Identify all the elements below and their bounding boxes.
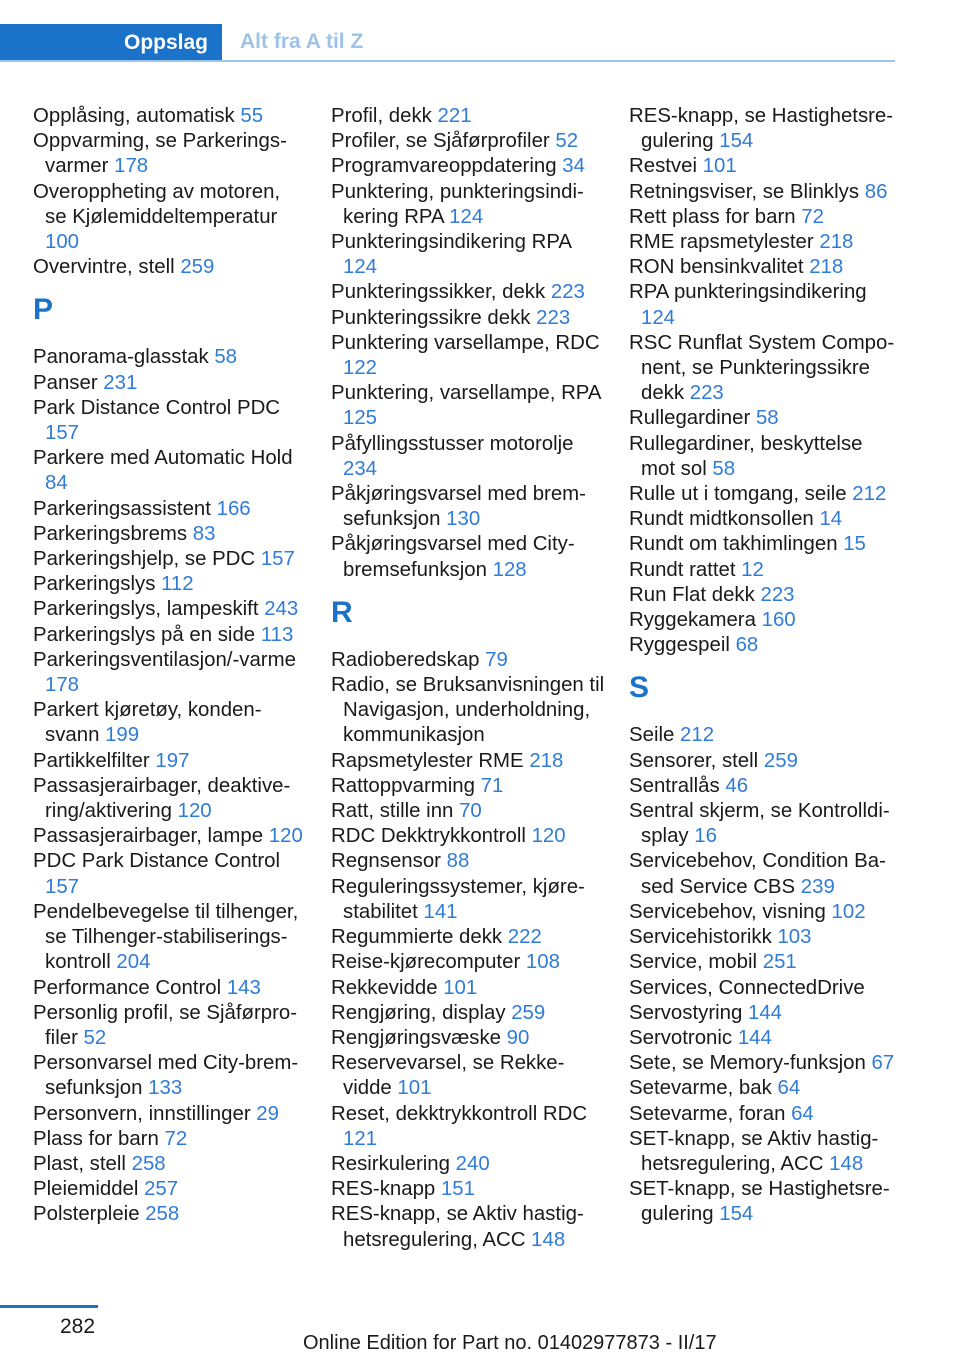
edition-note: Online Edition for Part no. 01402977873 - II/17 [303, 1332, 717, 1354]
index-entry [331, 824, 606, 849]
index-entry [33, 1001, 303, 1051]
index-entry-text: Service, mobil [629, 951, 758, 974]
index-entry-text: RON bensinkvalitet [629, 256, 804, 279]
index-entry-text: Rengjøringsvæske [331, 1026, 501, 1049]
index-entry-text: Setevarme, bak [629, 1077, 772, 1100]
index-entry [629, 723, 899, 748]
page-link[interactable]: 133 [148, 1077, 183, 1100]
index-entry-text: Ratt, stille inn [331, 800, 454, 823]
index-entry [629, 532, 899, 557]
index-entry [629, 205, 899, 230]
index-entry-text: PDC Park Distance Control [33, 850, 281, 873]
index-entry-text: Rett plass for barn [629, 205, 796, 228]
index-entry-text: Rundt rattet [629, 558, 736, 581]
page-link[interactable]: 124 [641, 306, 676, 329]
index-entry-text: Parkeringslys, lampeskift [33, 598, 259, 621]
page-link[interactable]: 68 [735, 634, 759, 657]
page-link[interactable]: 113 [260, 623, 294, 646]
index-entry [33, 849, 303, 899]
index-entry [629, 558, 899, 583]
page-link[interactable]: 212 [680, 724, 715, 747]
page-link[interactable]: 223 [536, 306, 571, 329]
tab-alt-fra-a-til-z[interactable]: Alt fra A til Z [240, 30, 364, 53]
index-entry [629, 925, 899, 950]
index-column-1 [33, 104, 303, 1228]
index-entry [331, 1152, 606, 1177]
page-link[interactable]: 72 [164, 1127, 188, 1150]
index-entry [629, 1076, 899, 1101]
index-entry [331, 799, 606, 824]
index-entry-text: Personvern, innstillinger [33, 1102, 251, 1125]
index-entry [33, 497, 303, 522]
footer-rule [0, 1305, 98, 1308]
index-entry [33, 1152, 303, 1177]
index-entry-text: Overoppheting av motoren, se Kjølemiddeltemperatur [33, 180, 281, 228]
page-link[interactable]: 259 [180, 256, 215, 279]
index-entry-text: Rundt midtkonsollen [629, 508, 814, 531]
page-link[interactable]: 67 [871, 1052, 895, 1075]
page-link[interactable]: 178 [45, 674, 80, 697]
index-entry [33, 749, 303, 774]
index-entry-text: Punktering, punkteringsindikering RPA [331, 180, 584, 228]
index-entry [33, 1051, 303, 1101]
index-entry-text: Rundt om takhimlingen [629, 533, 838, 556]
page-link[interactable]: 83 [192, 522, 216, 545]
page-link[interactable]: 157 [260, 548, 295, 571]
index-entry-text: Parkert kjøretøy, kondensvann [33, 699, 262, 747]
index-entry [331, 1177, 606, 1202]
index-entry [331, 104, 606, 129]
index-entry [33, 698, 303, 748]
index-entry-text: Resirkulering [331, 1152, 450, 1175]
page-link[interactable]: 218 [819, 231, 854, 254]
index-entry-text: Rullegardiner [629, 407, 751, 430]
index-entry-text: Sete, se Memory-funksjon [629, 1052, 866, 1075]
page-link[interactable]: 154 [719, 130, 754, 153]
page-link[interactable]: 52 [83, 1026, 107, 1049]
index-entry-text: Rullegardiner, beskyttelse mot sol [629, 432, 863, 480]
index-entry [33, 255, 303, 280]
index-entry-text: Servicebehov, visning [629, 900, 826, 923]
index-entry [331, 849, 606, 874]
index-entry [331, 1026, 606, 1051]
index-entry [629, 633, 899, 658]
index-entry [629, 482, 899, 507]
index-entry [33, 623, 303, 648]
index-entry-text: Parkeringslys [33, 573, 156, 596]
index-entry [629, 900, 899, 925]
page-link[interactable]: 101 [397, 1077, 432, 1100]
index-entry [33, 396, 303, 446]
page-link[interactable]: 86 [864, 180, 888, 203]
index-entry-text: Run Flat dekk [629, 583, 755, 606]
page-link[interactable]: 148 [531, 1228, 566, 1251]
page-link[interactable]: 46 [725, 774, 749, 797]
index-entry [629, 799, 899, 849]
index-entry [33, 129, 303, 179]
index-entry [629, 583, 899, 608]
index-entry [629, 608, 899, 633]
index-entry-text: Rengjøring, display [331, 1001, 506, 1024]
page-link[interactable]: 243 [264, 598, 299, 621]
index-entry-text: Opplåsing, automatisk [33, 105, 235, 127]
index-entry-text: Personlig profil, se Sjåførprofiler [33, 1001, 298, 1049]
index-entry [331, 1102, 606, 1152]
index-entry [629, 774, 899, 799]
page-link[interactable]: 144 [748, 1001, 783, 1024]
index-entry [629, 749, 899, 774]
index-entry [33, 900, 303, 976]
index-entry [629, 507, 899, 532]
index-entry [331, 154, 606, 179]
page-link[interactable]: 148 [829, 1152, 864, 1175]
page-link[interactable]: 218 [809, 256, 844, 279]
page-link[interactable]: 84 [45, 472, 68, 495]
index-entry-text: Punkteringsindikering RPA [331, 231, 571, 254]
index-entry-text: Påfyllingsstusser motorolje [331, 432, 574, 455]
index-entry-text: Passasjerairbager, deaktivering/aktivering [33, 774, 291, 823]
index-entry [629, 154, 899, 179]
page-link[interactable]: 15 [843, 533, 866, 556]
index-entry [33, 648, 303, 698]
index-entry-text: Passasjerairbager, lampe [33, 825, 264, 848]
index-entry-text: Påkjøringsvarsel med bremsefunksjon [331, 483, 586, 531]
index-entry-text: RES-knapp [331, 1178, 436, 1201]
index-entry [33, 572, 303, 597]
index-entry [331, 331, 606, 381]
index-entry-text: Regnsensor [331, 850, 441, 873]
index-entry [629, 1127, 899, 1177]
page-link[interactable]: 103 [777, 926, 812, 949]
page-link[interactable]: 222 [507, 926, 542, 949]
page-link[interactable]: 64 [777, 1077, 801, 1100]
index-entry [629, 849, 899, 899]
index-entry-text: Servicehistorikk [629, 926, 772, 949]
index-entry-text: Panser [33, 371, 98, 394]
page-link[interactable]: 52 [555, 130, 579, 153]
index-column-3 [629, 104, 899, 1228]
index-entry-text: Setevarme, foran [629, 1102, 786, 1125]
index-entry-text: Plass for barn [33, 1127, 159, 1150]
page-link[interactable]: 102 [831, 900, 866, 923]
index-entry-text: Punkteringssikre dekk [331, 306, 531, 329]
page-link[interactable]: 251 [762, 951, 797, 974]
header-rule [0, 60, 895, 62]
page-link[interactable]: 259 [511, 1001, 546, 1024]
page-link[interactable]: 34 [562, 155, 585, 178]
page-link[interactable]: 55 [240, 105, 264, 127]
page-link[interactable]: 160 [761, 609, 796, 632]
index-entry [33, 1202, 303, 1227]
index-entry [629, 950, 899, 975]
index-entry [33, 976, 303, 1001]
index-column-2 [331, 104, 606, 1253]
page-link[interactable]: 231 [103, 371, 138, 394]
index-entry-text: Parkeringshjelp, se PDC [33, 548, 256, 571]
index-entry-text: Radio, se Bruksanvisningen til Navigasjon, underholdning, kommunikasjon [331, 674, 605, 747]
index-entry-text: RES-knapp, se Hastighetsregulering [629, 105, 894, 153]
page-link[interactable]: 120 [268, 825, 303, 848]
page-link[interactable]: 122 [343, 357, 378, 380]
page-link[interactable]: 124 [449, 205, 484, 228]
page-link[interactable]: 197 [155, 749, 190, 772]
page-link[interactable]: 125 [343, 407, 378, 430]
index-entry [33, 1127, 303, 1152]
page-link[interactable]: 12 [741, 558, 764, 581]
index-entry-text: RDC Dekktrykkontroll [331, 825, 526, 848]
index-entry-text: Profil, dekk [331, 105, 432, 127]
index-entry-text: Punktering varsellampe, RDC [331, 331, 600, 354]
index-entry [331, 925, 606, 950]
index-entry-text: Reise-kjørecomputer [331, 951, 521, 974]
index-entry [629, 255, 899, 280]
page-link[interactable]: 14 [819, 508, 843, 531]
index-entry [33, 446, 303, 496]
index-entry [629, 280, 899, 330]
page-link[interactable]: 58 [755, 407, 779, 430]
page-link[interactable]: 151 [440, 1178, 475, 1201]
index-entry-text: Partikkelfilter [33, 749, 150, 772]
index-entry-text: Park Distance Control PDC [33, 396, 281, 419]
index-entry-text: Panorama-glasstak [33, 346, 209, 369]
index-entry-text: Profiler, se Sjåførprofiler [331, 130, 550, 153]
index-entry-text: Reset, dekktrykkontroll RDC [331, 1102, 588, 1125]
page-link[interactable]: 212 [852, 483, 887, 506]
index-entry [331, 482, 606, 532]
page-link[interactable]: 101 [702, 155, 737, 178]
index-entry-text: Parkeringsventilasjon/-varme [33, 648, 296, 671]
page-link[interactable]: 70 [459, 800, 482, 823]
page-link[interactable]: 79 [485, 648, 508, 671]
page-link[interactable]: 72 [801, 205, 824, 228]
page-link[interactable]: 239 [800, 875, 835, 898]
page-link[interactable]: 221 [437, 105, 472, 127]
index-entry [33, 522, 303, 547]
index-entry-text: Reservevarsel, se Rekkevidde [331, 1052, 565, 1100]
index-entry [629, 432, 899, 482]
index-entry-text: SET-knapp, se Aktiv hastighetsregulering, ACC [629, 1127, 879, 1175]
page-link[interactable]: 112 [161, 573, 194, 596]
index-entry [629, 1102, 899, 1127]
index-entry [331, 976, 606, 1001]
page-link[interactable]: 166 [216, 497, 251, 520]
index-entry-text: Parkeringsassistent [33, 497, 211, 520]
index-entry-text: RES-knapp, se Aktiv hastighetsregulering, ACC [331, 1203, 584, 1251]
index-entry [331, 1051, 606, 1101]
page-link[interactable]: 128 [492, 558, 527, 581]
index-entry-text: Pendelbevegelse til tilhenger, se Tilhenger-stabiliseringskontroll [33, 900, 299, 974]
header-tabs [0, 24, 895, 62]
index-entry [629, 1001, 899, 1026]
page-link[interactable]: 259 [763, 749, 798, 772]
page-link[interactable]: 71 [480, 774, 504, 797]
index-entry-text: Performance Control [33, 976, 222, 999]
page-link[interactable]: 64 [791, 1102, 814, 1125]
page-link[interactable]: 257 [144, 1178, 179, 1201]
index-entry-text: SET-knapp, se Hastighetsregulering [629, 1178, 890, 1226]
index-entry [629, 1026, 899, 1051]
page-number: 282 [60, 1315, 96, 1338]
index-entry-text: Ryggekamera [629, 609, 756, 632]
index-entry-text: Polsterpleie [33, 1203, 140, 1226]
index-entry [33, 104, 303, 129]
index-entry [331, 230, 606, 280]
index-entry-text: Rattoppvarming [331, 774, 475, 797]
index-entry [629, 180, 899, 205]
page-link[interactable]: 88 [446, 850, 470, 873]
index-entry [331, 129, 606, 154]
index-entry-text: Servostyring [629, 1001, 743, 1024]
index-entry [331, 381, 606, 431]
index-entry-text: Punkteringssikker, dekk [331, 281, 546, 304]
index-entry [331, 180, 606, 230]
page-link[interactable]: 157 [45, 422, 80, 445]
index-entry-text: Plast, stell [33, 1152, 126, 1175]
page-link[interactable]: 29 [256, 1102, 279, 1125]
page-link[interactable]: 108 [525, 951, 560, 974]
page-link[interactable]: 143 [226, 976, 261, 999]
section-letter: P [33, 293, 54, 327]
index-entry [331, 875, 606, 925]
page-link[interactable]: 121 [343, 1127, 378, 1150]
index-entry [331, 1202, 606, 1252]
index-entry [33, 1102, 303, 1127]
index-entry-text: Sentrallås [629, 774, 720, 797]
index-entry-text: Radioberedskap [331, 648, 480, 671]
index-entry [331, 306, 606, 331]
index-entry-text: Programvareoppdatering [331, 155, 557, 178]
index-entry [331, 774, 606, 799]
index-entry [629, 230, 899, 255]
page-link[interactable]: 234 [343, 457, 378, 480]
index-entry-text: Parkeringslys på en side [33, 623, 256, 646]
index-entry [331, 648, 606, 673]
index-entry-text: Reguleringssystemer, kjørestabilitet [331, 875, 585, 923]
index-entry-text: Sensorer, stell [629, 749, 759, 772]
index-entry [33, 547, 303, 572]
index-entry [331, 749, 606, 774]
index-entry [33, 824, 303, 849]
index-entry [629, 104, 899, 154]
index-entry-text: Ryggespeil [629, 634, 730, 657]
page-link[interactable]: 100 [45, 231, 80, 254]
index-entry [33, 597, 303, 622]
page-link[interactable]: 120 [177, 800, 212, 823]
page-link[interactable]: 199 [105, 724, 140, 747]
index-entry-text: Parkere med Automatic Hold [33, 447, 293, 470]
page-link[interactable]: 240 [455, 1152, 490, 1175]
page-link[interactable]: 58 [214, 346, 238, 369]
index-entry-text: Oppvarming, se Parkeringsvarmer [33, 130, 287, 178]
index-entry-text: RSC Runflat System Component, se Punkteringssikre dekk [629, 331, 895, 405]
page-link[interactable]: 154 [719, 1203, 754, 1226]
index-entry-text: Servotronic [629, 1026, 733, 1049]
index-entry-text: Rulle ut i tomgang, seile [629, 483, 847, 506]
index-entry [33, 180, 303, 256]
page-link[interactable]: 223 [760, 583, 795, 606]
index-entry-text: Regummierte dekk [331, 926, 503, 949]
index-entry-text: Pleiemiddel [33, 1178, 139, 1201]
page-link[interactable]: 204 [116, 951, 151, 974]
page-link[interactable]: 178 [114, 155, 149, 178]
page-link[interactable]: 223 [550, 281, 585, 304]
index-entry-text: Overvintre, stell [33, 256, 175, 279]
index-entry [629, 406, 899, 431]
section-letter: R [331, 595, 353, 629]
index-entry-text: RME rapsmetylester [629, 231, 814, 254]
index-entry [331, 280, 606, 305]
index-entry-text: Seile [629, 724, 675, 747]
index-entry [33, 774, 303, 824]
index-entry-text: RPA punkteringsindikering [629, 281, 867, 304]
page-link[interactable]: 218 [529, 749, 564, 772]
page-link[interactable]: 120 [531, 825, 566, 848]
index-entry [331, 673, 606, 749]
index-entry-text: Punktering, varsellampe, RPA [331, 382, 601, 405]
index-entry [629, 331, 899, 407]
index-entry-text: Services, ConnectedDrive [629, 976, 865, 999]
page-link[interactable]: 157 [45, 875, 80, 898]
page-link[interactable]: 58 [712, 457, 736, 480]
index-entry-text: Rekkevidde [331, 976, 438, 999]
page-link[interactable]: 90 [506, 1026, 530, 1049]
section-letter: S [629, 671, 650, 705]
index-entry [33, 1177, 303, 1202]
index-entry [629, 1177, 899, 1227]
page-link[interactable]: 258 [131, 1152, 166, 1175]
page-link[interactable]: 223 [689, 382, 724, 405]
index-entry [33, 345, 303, 370]
tab-oppslag[interactable]: Oppslag [0, 24, 222, 62]
index-entry-text: Personvarsel med City-bremsefunksjon [33, 1052, 299, 1100]
index-entry-text: Sentral skjerm, se Kontrolldisplay [629, 800, 890, 848]
index-entry [331, 1001, 606, 1026]
page-link[interactable]: 130 [446, 508, 481, 531]
index-entry [629, 1051, 899, 1076]
index-entry-text: Restvei [629, 155, 697, 178]
page-link[interactable]: 124 [343, 256, 378, 279]
index-entry-text: Parkeringsbrems [33, 522, 188, 545]
index-entry [331, 532, 606, 582]
page-link[interactable]: 144 [737, 1026, 772, 1049]
page-link[interactable]: 16 [694, 825, 717, 848]
index-entry [33, 371, 303, 396]
index-entry-text: Rapsmetylester RME [331, 749, 524, 772]
index-entry [629, 976, 899, 1001]
page-link[interactable]: 101 [443, 976, 478, 999]
index-entry-text: Retningsviser, se Blinklys [629, 180, 860, 203]
page-link[interactable]: 258 [145, 1203, 180, 1226]
index-entry-text: Servicebehov, Condition Based Service CBS [629, 850, 886, 898]
index-entry [331, 950, 606, 975]
index-entry-text: Påkjøringsvarsel med City-bremsefunksjon [331, 533, 575, 581]
index-entry [331, 432, 606, 482]
page-link[interactable]: 141 [423, 900, 458, 923]
